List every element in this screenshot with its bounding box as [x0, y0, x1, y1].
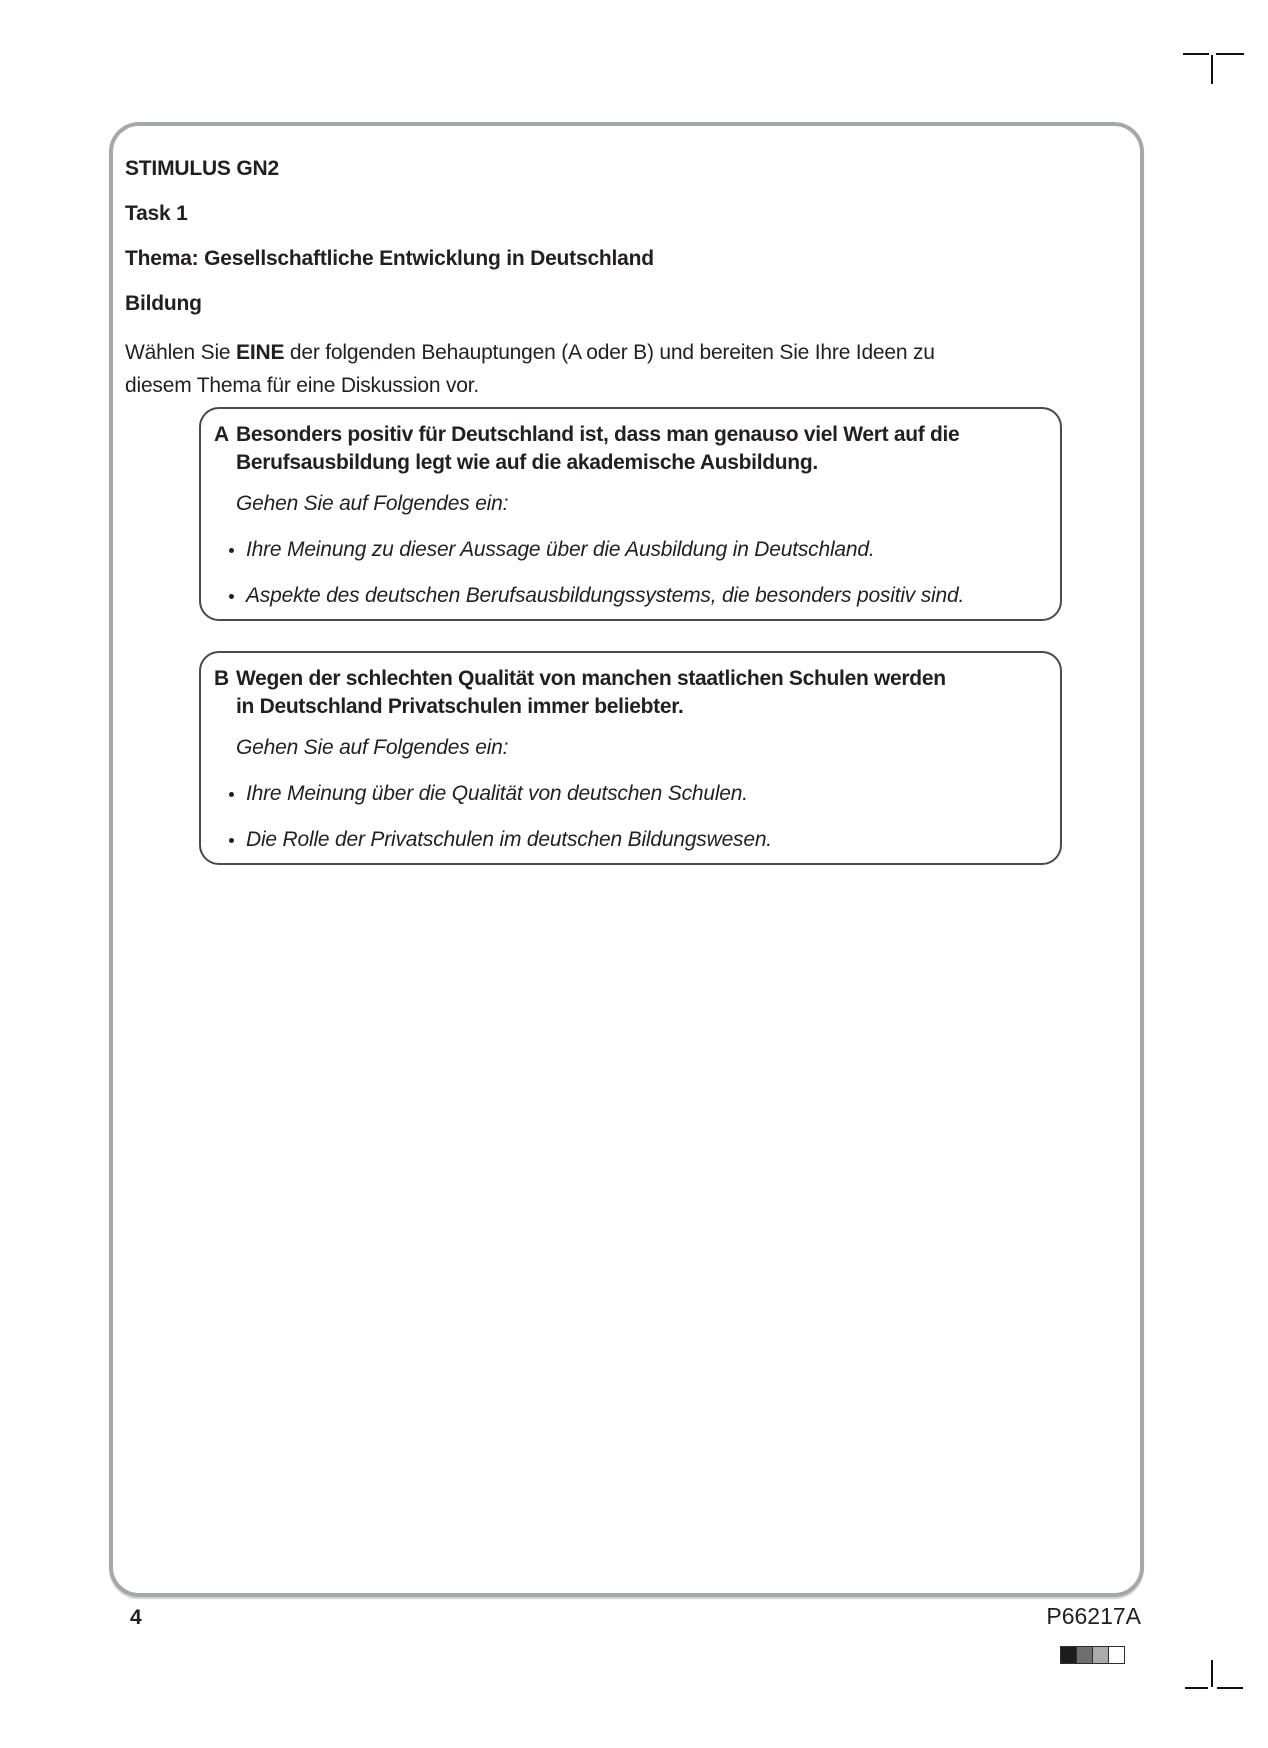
option-prompt: Gehen Sie auf Folgendes ein:	[236, 736, 509, 759]
bullet-text: Ihre Meinung zu dieser Aussage über die Ausbildung in Deutschland.	[246, 538, 875, 561]
bullet-item	[226, 583, 1042, 609]
bullet-text: Ihre Meinung über die Qualität von deutschen Schulen.	[246, 782, 748, 805]
paper-code: P66217A	[1046, 1603, 1141, 1629]
option-label: B	[214, 667, 230, 690]
option-statement-row	[214, 665, 1042, 721]
topic-heading: Bildung	[125, 292, 202, 315]
registration-mark-icon	[1183, 53, 1244, 84]
instruction-text-post: der folgenden Behauptungen (A oder B) und bereiten Sie Ihre Ideen zu	[284, 341, 935, 364]
instruction-line-2: diesem Thema für eine Diskussion vor.	[125, 374, 480, 397]
page-content	[113, 126, 1140, 865]
option-box-b	[199, 651, 1062, 865]
instruction-text-emphasis: EINE	[236, 341, 285, 364]
registration-mark-icon	[1185, 1660, 1243, 1690]
grayscale-swatch	[1060, 1646, 1077, 1664]
page-border-frame	[109, 122, 1144, 1597]
bullet-dot-icon	[226, 827, 246, 853]
grayscale-swatch	[1108, 1646, 1125, 1664]
page-number: 4	[130, 1606, 142, 1629]
option-box-a	[199, 407, 1062, 621]
option-statement-row	[214, 421, 1042, 477]
statement-line-1: Besonders positiv für Deutschland ist, dass man genauso viel Wert auf die	[236, 423, 960, 446]
grayscale-calibration-bar	[1060, 1646, 1125, 1664]
instruction-text-pre: Wählen Sie	[125, 341, 237, 364]
instruction-line-1	[125, 336, 1110, 369]
bullet-item	[226, 827, 1042, 853]
bullet-dot-icon	[226, 537, 246, 563]
statement-line-2: in Deutschland Privatschulen immer beliebter.	[236, 695, 684, 718]
option-prompt: Gehen Sie auf Folgendes ein:	[236, 492, 509, 515]
option-statement	[236, 421, 959, 477]
stimulus-code-heading: STIMULUS GN2	[125, 157, 279, 180]
option-statement	[236, 665, 946, 721]
bullet-item	[226, 537, 1042, 563]
grayscale-swatch	[1076, 1646, 1093, 1664]
task-heading: Task 1	[125, 202, 188, 225]
bullet-dot-icon	[226, 583, 246, 609]
instruction-paragraph	[125, 336, 1110, 402]
grayscale-swatch	[1092, 1646, 1109, 1664]
statement-line-2: Berufsausbildung legt wie auf die akademische Ausbildung.	[236, 451, 818, 474]
theme-heading: Thema: Gesellschaftliche Entwicklung in Deutschland	[125, 247, 654, 270]
bullet-text: Die Rolle der Privatschulen im deutschen Bildungswesen.	[246, 828, 772, 851]
option-label: A	[214, 423, 230, 446]
bullet-item	[226, 781, 1042, 807]
bullet-text: Aspekte des deutschen Berufsausbildungssystems, die besonders positiv sind.	[246, 584, 965, 607]
bullet-dot-icon	[226, 781, 246, 807]
statement-line-1: Wegen der schlechten Qualität von manchen staatlichen Schulen werden	[236, 667, 946, 690]
